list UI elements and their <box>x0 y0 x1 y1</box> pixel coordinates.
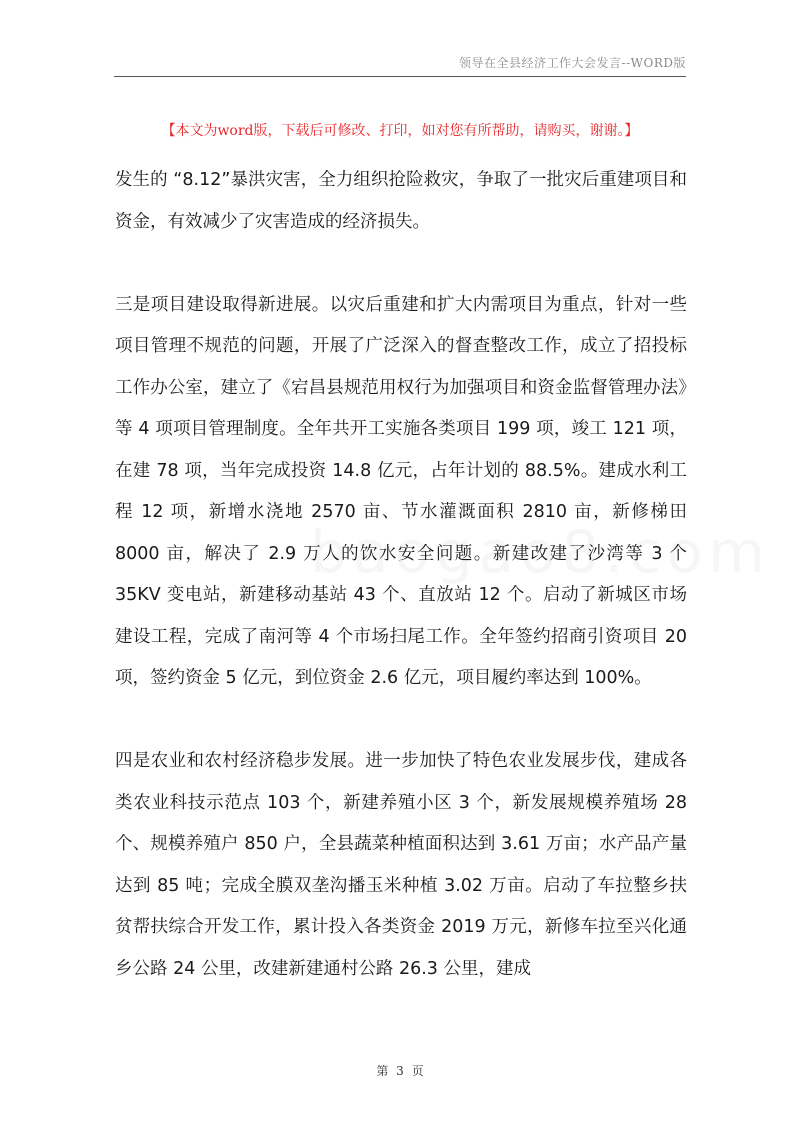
paragraph-gap <box>115 243 687 285</box>
page-number: 3 <box>396 1064 404 1078</box>
footer-prefix: 第 <box>376 1064 389 1078</box>
document-body <box>115 160 687 990</box>
paragraph-2: 三是项目建设取得新进展。以灾后重建和扩大内需项目为重点，针对一些项目管理不规范的问题，开展了广泛深入的督查整改工作，成立了招投标工作办公室，建立了《宕昌县规范用权行为加强项目和资金监督管理办法》等 4 项项目管理制度。全年共开工实施各类项目 199 项，竣工 121 项，在建 78 项，当年完成投资 14.8 亿元，占年计划的 88.5%。建成水利工程 12 项，新增水浇地 2570 亩、节水灌溉面积 2810 亩，新修梯田 8000 亩，解决了 2.9 万人的饮水安全问题。新建改建了沙湾等 3 个 35KV 变电站，新建移动基站 43 个、直放站 12 个。启动了新城区市场建设工程，完成了南河等 4 个市场扫尾工作。全年签约招商引资项目 20 项，签约资金 5 亿元，到位资金 2.6 亿元，项目履约率达到 100%。 <box>115 294 687 688</box>
paragraph-1: 发生的 “8.12”暴洪灾害，全力组织抢险救灾，争取了一批灾后重建项目和资金，有效减少了灾害造成的经济损失。 <box>115 170 687 232</box>
page-footer <box>0 1062 800 1079</box>
download-notice: 【本文为word版，下载后可修改、打印，如对您有所帮助，请购买，谢谢。】 <box>161 123 639 139</box>
header-divider <box>114 76 686 77</box>
footer-suffix: 页 <box>411 1064 424 1078</box>
paragraph-gap <box>115 700 687 742</box>
paragraph-3: 四是农业和农村经济稳步发展。进一步加快了特色农业发展步伐，建成各类农业科技示范点 103 个，新建养殖小区 3 个，新发展规模养殖场 28 个、规模养殖户 850 户，全县蔬菜种植面积达到 3.61 万亩；水产品产量达到 85 吨；完成全膜双垄沟播玉米种植 3.02 万亩。启动了车拉整乡扶贫帮扶综合开发工作，累计投入各类资金 2019 万元，新修车拉至兴化通乡公路 24 公里，改建新建通村公路 26.3 公里，建成 <box>115 751 687 979</box>
running-header: 领导在全县经济工作大会发言--WORD版 <box>459 56 686 70</box>
